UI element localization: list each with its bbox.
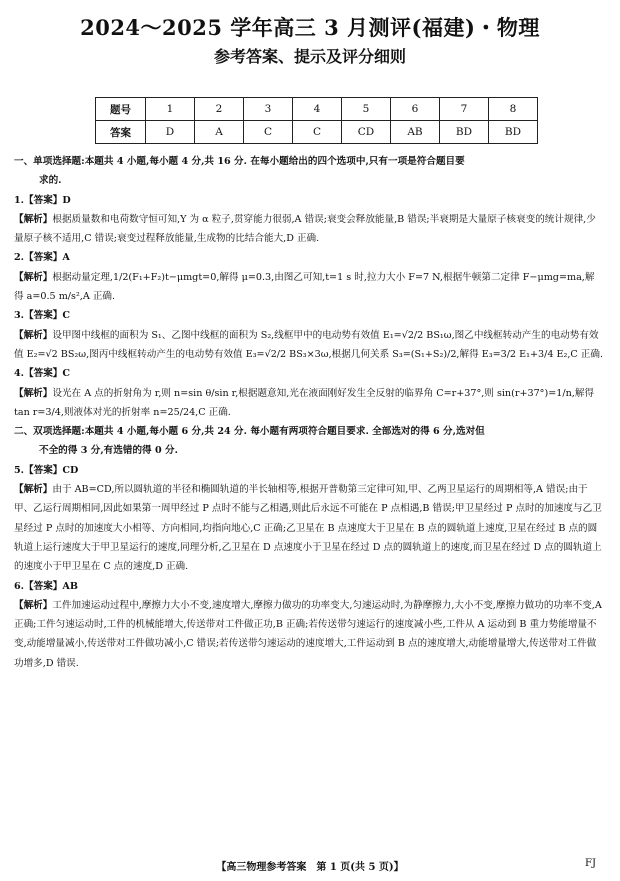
answer-cell: BD	[489, 121, 538, 144]
answer-line	[14, 191, 604, 210]
analysis-text: 工件加速运动过程中,摩擦力大小不变,速度增大,摩擦力做功的功率变大,匀速运动时,为静摩擦力,大小不变,摩擦力做功的功率不变,A 正确;工件匀速运动时,工件的机械能增大,传送带对工件做正功,B 正确;若传送带匀速运行的速度减小些,工件从 A 运动到 B 重力势能增量不变,动能增量减小,传送带对工件做功减小,C 错误;若传送带匀速运动的速度增大,工件运动到 B 点的速度增大,动能增量增大,传送带对工件做功增多,D 错误.	[14, 599, 602, 669]
section-heading-line: 不全的得 3 分,有选错的得 0 分.	[39, 445, 178, 457]
analysis-text: 根据质量数和电荷数守恒可知,Y 为 α 粒子,贯穿能力很弱,A 错误;衰变会释放能量,B 错误;半衰期是大量原子核衰变的统计规律,少量原子核不适用,C 错误;衰变过程释放能量,生成物的比结合能大,D 正确.	[14, 213, 596, 245]
question-number: 5.	[14, 464, 25, 476]
question-1	[14, 191, 604, 249]
answer-text: 【答案】A	[24, 252, 70, 264]
answer-table	[95, 97, 538, 144]
page-footer: 【高三物理参考答案 第 1 页(共 5 页)】	[216, 862, 404, 873]
analysis-label: 【解析】	[14, 213, 53, 225]
question-number-cell: 6	[391, 98, 440, 121]
question-number: 4.	[14, 368, 25, 380]
section-heading-line: 求的.	[39, 175, 62, 187]
question-number: 1.	[14, 194, 25, 206]
answer-text: 【答案】AB	[24, 580, 78, 592]
answer-line	[14, 364, 604, 383]
section-heading-double-choice	[14, 422, 604, 461]
answer-line	[14, 306, 604, 325]
analysis-paragraph	[14, 210, 604, 249]
question-4	[14, 364, 604, 422]
table-header-number: 题号	[96, 98, 146, 121]
question-2	[14, 248, 604, 306]
question-number: 6.	[14, 580, 25, 592]
analysis-text: 由于 AB=CD,所以圆轨道的半径和椭圆轨道的半长轴相等,根据开普勒第三定律可知,甲、乙两卫星运行的周期相等,A 错误;由于甲、乙运行周期相同,因此如果第一周甲经过 P 点时不能与乙相遇,则此后永远不可能在 P 点相遇,B 错误;甲卫星经过 P 点时的加速度与乙卫星经过 P 点时的加速度大小相等、方向相同,均指向地心,C 正确;乙卫星在 B 点速度大于卫星在 B 点的圆轨道上速度,卫星在经过 B 点的圆轨道上运行速度大于甲卫星运行的速度,同理分析,乙卫星在 D 点速度小于卫星在经过 D 点的圆轨道上的速度,而卫星在经过 D 点的圆轨道上的速度小于甲卫星在 C 点的速度,D 正确.	[14, 484, 602, 573]
question-number-cell: 8	[489, 98, 538, 121]
page-title: 2024～2025 学年高三 3 月测评(福建)・物理	[80, 15, 540, 40]
section-heading-single-choice	[14, 152, 604, 191]
answer-line	[14, 461, 604, 480]
analysis-label: 【解析】	[14, 271, 53, 283]
question-number-cell: 1	[146, 98, 195, 121]
answer-text: 【答案】CD	[24, 464, 79, 476]
answer-cell: C	[244, 121, 293, 144]
page-subtitle: 参考答案、提示及评分细则	[213, 47, 406, 66]
analysis-paragraph	[14, 326, 604, 365]
table-row	[96, 98, 538, 121]
analysis-paragraph	[14, 384, 604, 423]
question-number-cell: 3	[244, 98, 293, 121]
analysis-label: 【解析】	[14, 599, 53, 611]
answer-line	[14, 577, 604, 596]
answer-cell: BD	[440, 121, 489, 144]
question-number: 2.	[14, 252, 25, 264]
question-number-cell: 7	[440, 98, 489, 121]
question-number: 3.	[14, 310, 25, 322]
question-number-cell: 2	[195, 98, 244, 121]
analysis-text: 设甲图中线框的面积为 S₁、乙图中线框的面积为 S₂,线框甲中的电动势有效值 E₁=√2/2 BS₁ω,图乙中线框转动产生的电动势有效值 E₂=√2 BS₂ω,图丙中线框转动产生的电动势有效值 E₃=√2/2 BS₃×3ω,根据几何关系 S₃=(S₁+S₂)/2,解得 E₃=3/2 E₁+3/4 E₂,C 正确.	[14, 329, 603, 360]
answer-cell: D	[146, 121, 195, 144]
analysis-text: 设光在 A 点的折射角为 r,则 n=sin θ/sin r,根据题意知,光在液面刚好发生全反射的临界角 C=r+37°,则 sin(r+37°)=1/n,解得 tan r=3/4,则液体对光的折射率 n=25/24,C 正确.	[14, 387, 595, 418]
footer-code: FJ	[585, 858, 596, 869]
question-3	[14, 306, 604, 364]
answer-text: 【答案】D	[24, 194, 71, 206]
analysis-label: 【解析】	[14, 329, 53, 341]
answer-cell: AB	[391, 121, 440, 144]
question-number-cell: 5	[342, 98, 391, 121]
question-6	[14, 577, 604, 673]
analysis-paragraph	[14, 480, 604, 576]
table-header-answer: 答案	[96, 121, 146, 144]
answer-cell: CD	[342, 121, 391, 144]
section-heading-line: 一、单项选择题:本题共 4 小题,每小题 4 分,共 16 分. 在每小题给出的四个选项中,只有一项是符合题目要	[14, 156, 465, 167]
answer-text: 【答案】C	[24, 310, 71, 322]
table-row	[96, 121, 538, 144]
analysis-text: 根据动量定理,1/2(F₁+F₂)t−μmgt=0,解得 μ=0.3,由图乙可知,t=1 s 时,拉力大小 F=7 N,根据牛顿第二定律 F−μmg=ma,解得 a=0.5 m/s²,A 正确.	[14, 271, 595, 303]
analysis-paragraph	[14, 596, 604, 673]
analysis-label: 【解析】	[14, 387, 53, 399]
answer-cell: A	[195, 121, 244, 144]
answer-content	[14, 152, 604, 673]
question-5	[14, 461, 604, 577]
section-heading-line: 二、双项选择题:本题共 4 小题,每小题 6 分,共 24 分. 每小题有两项符合题目要求. 全部选对的得 6 分,选对但	[14, 426, 485, 438]
answer-cell: C	[293, 121, 342, 144]
analysis-paragraph	[14, 268, 604, 307]
answer-line	[14, 248, 604, 267]
analysis-label: 【解析】	[14, 484, 53, 496]
question-number-cell: 4	[293, 98, 342, 121]
answer-text: 【答案】C	[24, 368, 71, 380]
